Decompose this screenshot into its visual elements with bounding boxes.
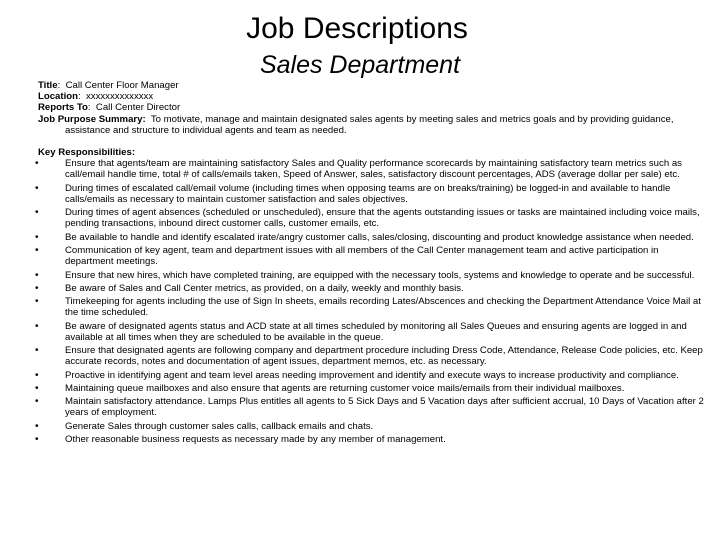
list-item-text: During times of agent absences (scheduled or unscheduled), ensure that the agents outstanding issues or tasks are maintained including voice mails, pending transactions, inbound direct customer calls, customer emails, etc. <box>65 207 700 230</box>
field-location: Location: xxxxxxxxxxxxxx <box>38 91 154 103</box>
bullet-icon: • <box>35 182 39 194</box>
list-item-text: Be available to handle and identify escalated irate/angry customer calls, sales/closing, discounting and product knowledge assistance when needed. <box>65 231 694 243</box>
key-responsibilities-heading: Key Responsibilities: <box>38 147 136 159</box>
list-item <box>35 158 708 181</box>
bullet-icon: • <box>35 207 39 219</box>
list-item-text: Generate Sales through customer sales calls, callback emails and chats. <box>65 420 374 432</box>
bullet-icon: • <box>35 296 39 308</box>
list-item <box>35 382 708 394</box>
field-location-value: xxxxxxxxxxxxxx <box>85 91 154 103</box>
field-purpose-label: Job Purpose Summary: <box>38 113 146 125</box>
list-item <box>35 369 708 381</box>
responsibilities-list <box>35 158 708 445</box>
bullet-icon: • <box>35 434 39 445</box>
list-item <box>35 245 708 268</box>
bullet-icon: • <box>35 158 39 170</box>
list-item-text: Maintaining queue mailboxes and also ensure that agents are returning customer voice mails/emails from their individual mailboxes. <box>65 382 625 394</box>
field-job-purpose <box>38 114 708 136</box>
list-item <box>35 396 708 419</box>
bullet-icon: • <box>35 420 39 432</box>
slide-subtitle: Sales Department <box>259 51 461 79</box>
field-reports-label: Reports To <box>38 102 88 114</box>
list-item <box>35 345 708 368</box>
list-item <box>35 182 708 205</box>
list-item-text: Be aware of designated agents status and ACD state at all times scheduled by monitoring all Sales Queues and ensuring agents are logged in and available at all times when they are scheduled to be available in the queue. <box>65 320 687 343</box>
field-purpose-value: To motivate, manage and maintain designated sales agents by meeting sales and metrics goals and by providing guidance, assistance and structure to individual agents and team as needed. <box>65 113 674 136</box>
list-item <box>35 207 708 230</box>
bullet-icon: • <box>35 245 39 257</box>
field-reports-value: Call Center Director <box>95 102 181 114</box>
list-item <box>35 434 708 445</box>
job-description-body <box>35 80 708 447</box>
list-item-text: Communication of key agent, team and department issues with all members of the Call Center management team and active participation in department meetings. <box>65 245 659 268</box>
bullet-icon: • <box>35 282 39 294</box>
bullet-icon: • <box>35 231 39 243</box>
bullet-icon: • <box>35 269 39 281</box>
bullet-icon: • <box>35 345 39 357</box>
list-item-text: Timekeeping for agents including the use of Sign In sheets, emails recording Lates/Abscences and checking the Department Attendance Voice Mail at the time scheduled. <box>65 296 701 319</box>
slide-title: Job Descriptions <box>246 12 468 45</box>
field-title-label: Title <box>38 80 58 91</box>
bullet-icon: • <box>35 396 39 408</box>
list-item-text: Other reasonable business requests as necessary made by any member of management. <box>65 434 446 445</box>
list-item <box>35 269 708 281</box>
field-title-value: Call Center Floor Manager <box>65 80 179 91</box>
field-title: Title: Call Center Floor Manager <box>38 80 179 91</box>
list-item-text: Ensure that agents/team are maintaining satisfactory Sales and Quality performance scorecards by maintaining satisfactory team metrics such as call/email handle time, total # of calls/emails taken, Speed of Answer, sales, satisfactory discount percentages, ADS (average dollar per sale) etc. <box>65 158 682 181</box>
field-reports-to: Reports To: Call Center Director <box>38 102 181 114</box>
bullet-icon: • <box>35 320 39 332</box>
list-item-text: Ensure that designated agents are following company and department procedure including Dress Code, Attendance, Release Code policies, etc. Keep accurate records, notes and documentation of agent issues, department memos, etc. as necessary. <box>65 345 703 368</box>
list-item <box>35 420 708 432</box>
bullet-icon: • <box>35 382 39 394</box>
list-item-text: Proactive in identifying agent and team level areas needing improvement and identify and execute ways to increase productivity and compliance. <box>65 369 679 381</box>
list-item <box>35 282 708 294</box>
field-location-label: Location <box>38 91 78 103</box>
bullet-icon: • <box>35 369 39 381</box>
list-item-text: During times of escalated call/email volume (including times when opposing teams are on breaks/training) be logged-in and available to handle calls/emails as necessary to maintain customer satisfaction and sales objectives. <box>65 182 671 205</box>
list-item <box>35 320 708 343</box>
list-item <box>35 231 708 243</box>
list-item-text: Maintain satisfactory attendance. Lamps Plus entitles all agents to 5 Sick Days and 5 Vacation days after sufficient accrual, 10 Days of Vacation after 2 years of employment. <box>65 396 704 419</box>
list-item <box>35 296 708 319</box>
list-item-text: Be aware of Sales and Call Center metrics, as provided, on a daily, weekly and monthly basis. <box>65 282 464 294</box>
list-item-text: Ensure that new hires, which have completed training, are equipped with the necessary tools, systems and knowledge to operate and be successful. <box>65 269 695 281</box>
